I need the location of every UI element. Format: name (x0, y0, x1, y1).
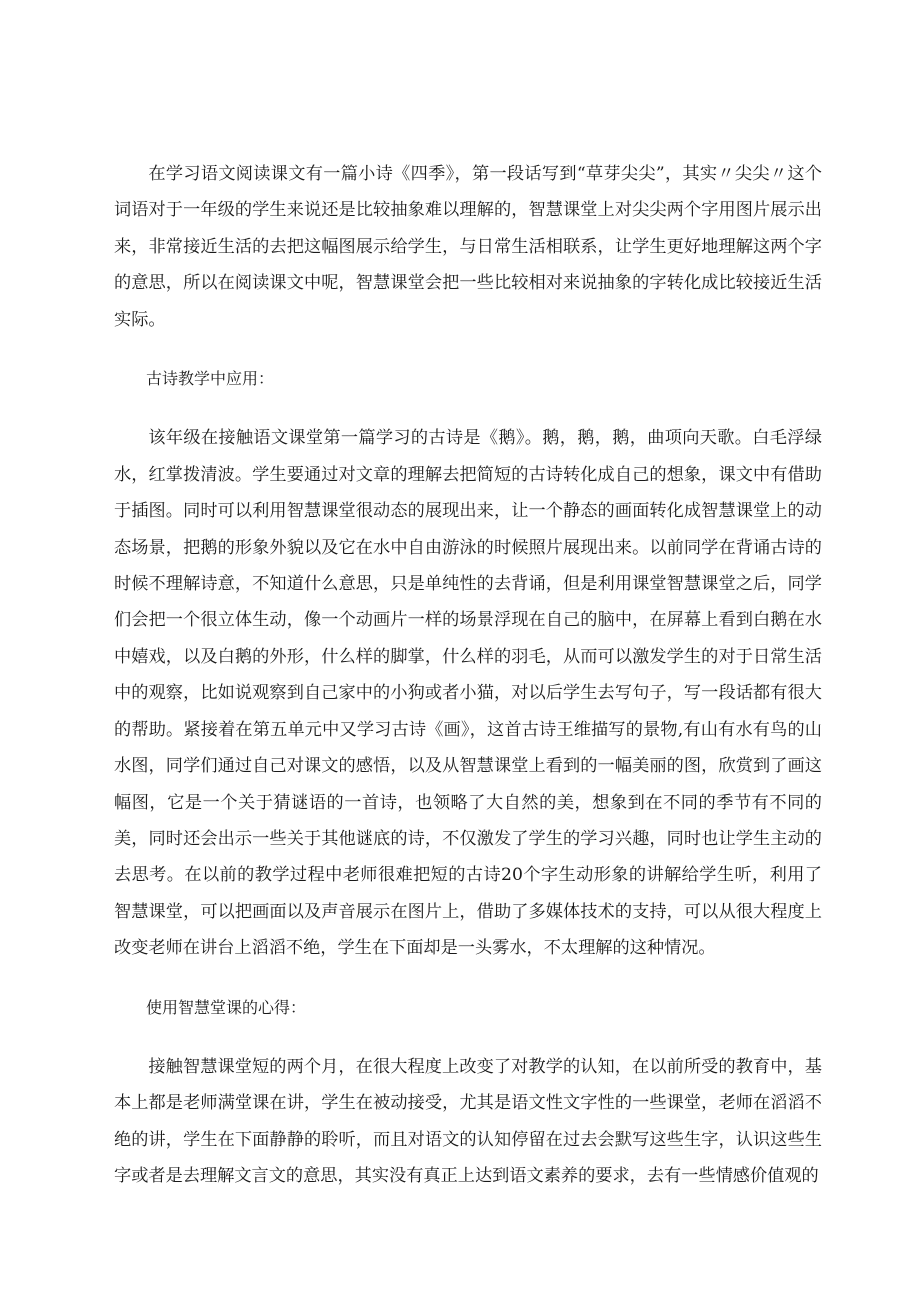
section-heading-experience: 使用智慧堂课的心得： (146, 997, 307, 1017)
document-body (114, 156, 822, 1218)
paragraph-four-seasons: 在学习语文阅读课文有一篇小诗《四季》，第一段话写到“草芽尖尖”，其实〃尖尖〃这个词语对于一年级的学生来说还是比较抽象难以理解的，智慧课堂上对尖尖两个字用图片展示出来，非常接近生活的去把这幅图展示给学生，与日常生活相联系，让学生更好地理解这两个字的意思，所以在阅读课文中呢，智慧课堂会把一些比较相对来说抽象的字转化成比较接近生活实际。 (114, 164, 822, 330)
paragraph-smart-classroom-experience: 接触智慧课堂短的两个月，在很大程度上改变了对教学的认知，在以前所受的教育中，基本上都是老师满堂课在讲，学生在被动接受，尤其是语文性文字性的一些课堂，老师在滔滔不绝的讲，学生在下面静静的聆听，而且对语文的认知停留在过去会默写这些生字，认识这些生字或者是去理解文言文的意思，其实没有真正上达到语文素养的要求，去有一些情感价值观的 (114, 1056, 822, 1187)
paragraph-goose-poem: 该年级在接触语文课堂第一篇学习的古诗是《鹅》。鹅，鹅，鹅，曲项向天歌。白毛浮绿水，红掌拨清波。学生要通过对文章的理解去把简短的古诗转化成自己的想象，课文中有借助于插图。同时可以利用智慧课堂很动态的展现出来，让一个静态的画面转化成智慧课堂上的动态场景，把鹅的形象外貌以及它在水中自由游泳的时候照片展现出来。以前同学在背诵古诗的时候不理解诗意，不知道什么意思，只是单纯性的去背诵，但是利用课堂智慧课堂之后，同学们会把一个很立体生动，像一个动画片一样的场景浮现在自己的脑中，在屏幕上看到白鹅在水中嬉戏，以及白鹅的外形，什么样的脚掌，什么样的羽毛，从而可以激发学生的对于日常生活中的观察，比如说观察到自己家中的小狗或者小猫，对以后学生去写句子，写一段话都有很大的帮助。紧接着在第五单元中又学习古诗《画》，这首古诗王维描写的景物,有山有水有鸟的山水图，同学们通过自己对课文的感悟，以及从智慧课堂上看到的一幅美丽的图，欣赏到了画这幅图，它是一个关于猜谜语的一首诗，也领略了大自然的美，想象到在不同的季节有不同的美，同时还会出示一些关于其他谜底的诗，不仅激发了学生的学习兴趣，同时也让学生主动的去思考。在以前的教学过程中老师很难把短的古诗20个字生动形象的讲解给学生听，利用了智慧课堂，可以把画面以及声音展示在图片上，借助了多媒体技术的支持，可以从很大程度上改变老师在讲台上滔滔不绝，学生在下面却是一头雾水，不太理解的这种情况。 (114, 428, 822, 959)
section-heading-ancient-poetry: 古诗教学中应用： (146, 369, 275, 389)
